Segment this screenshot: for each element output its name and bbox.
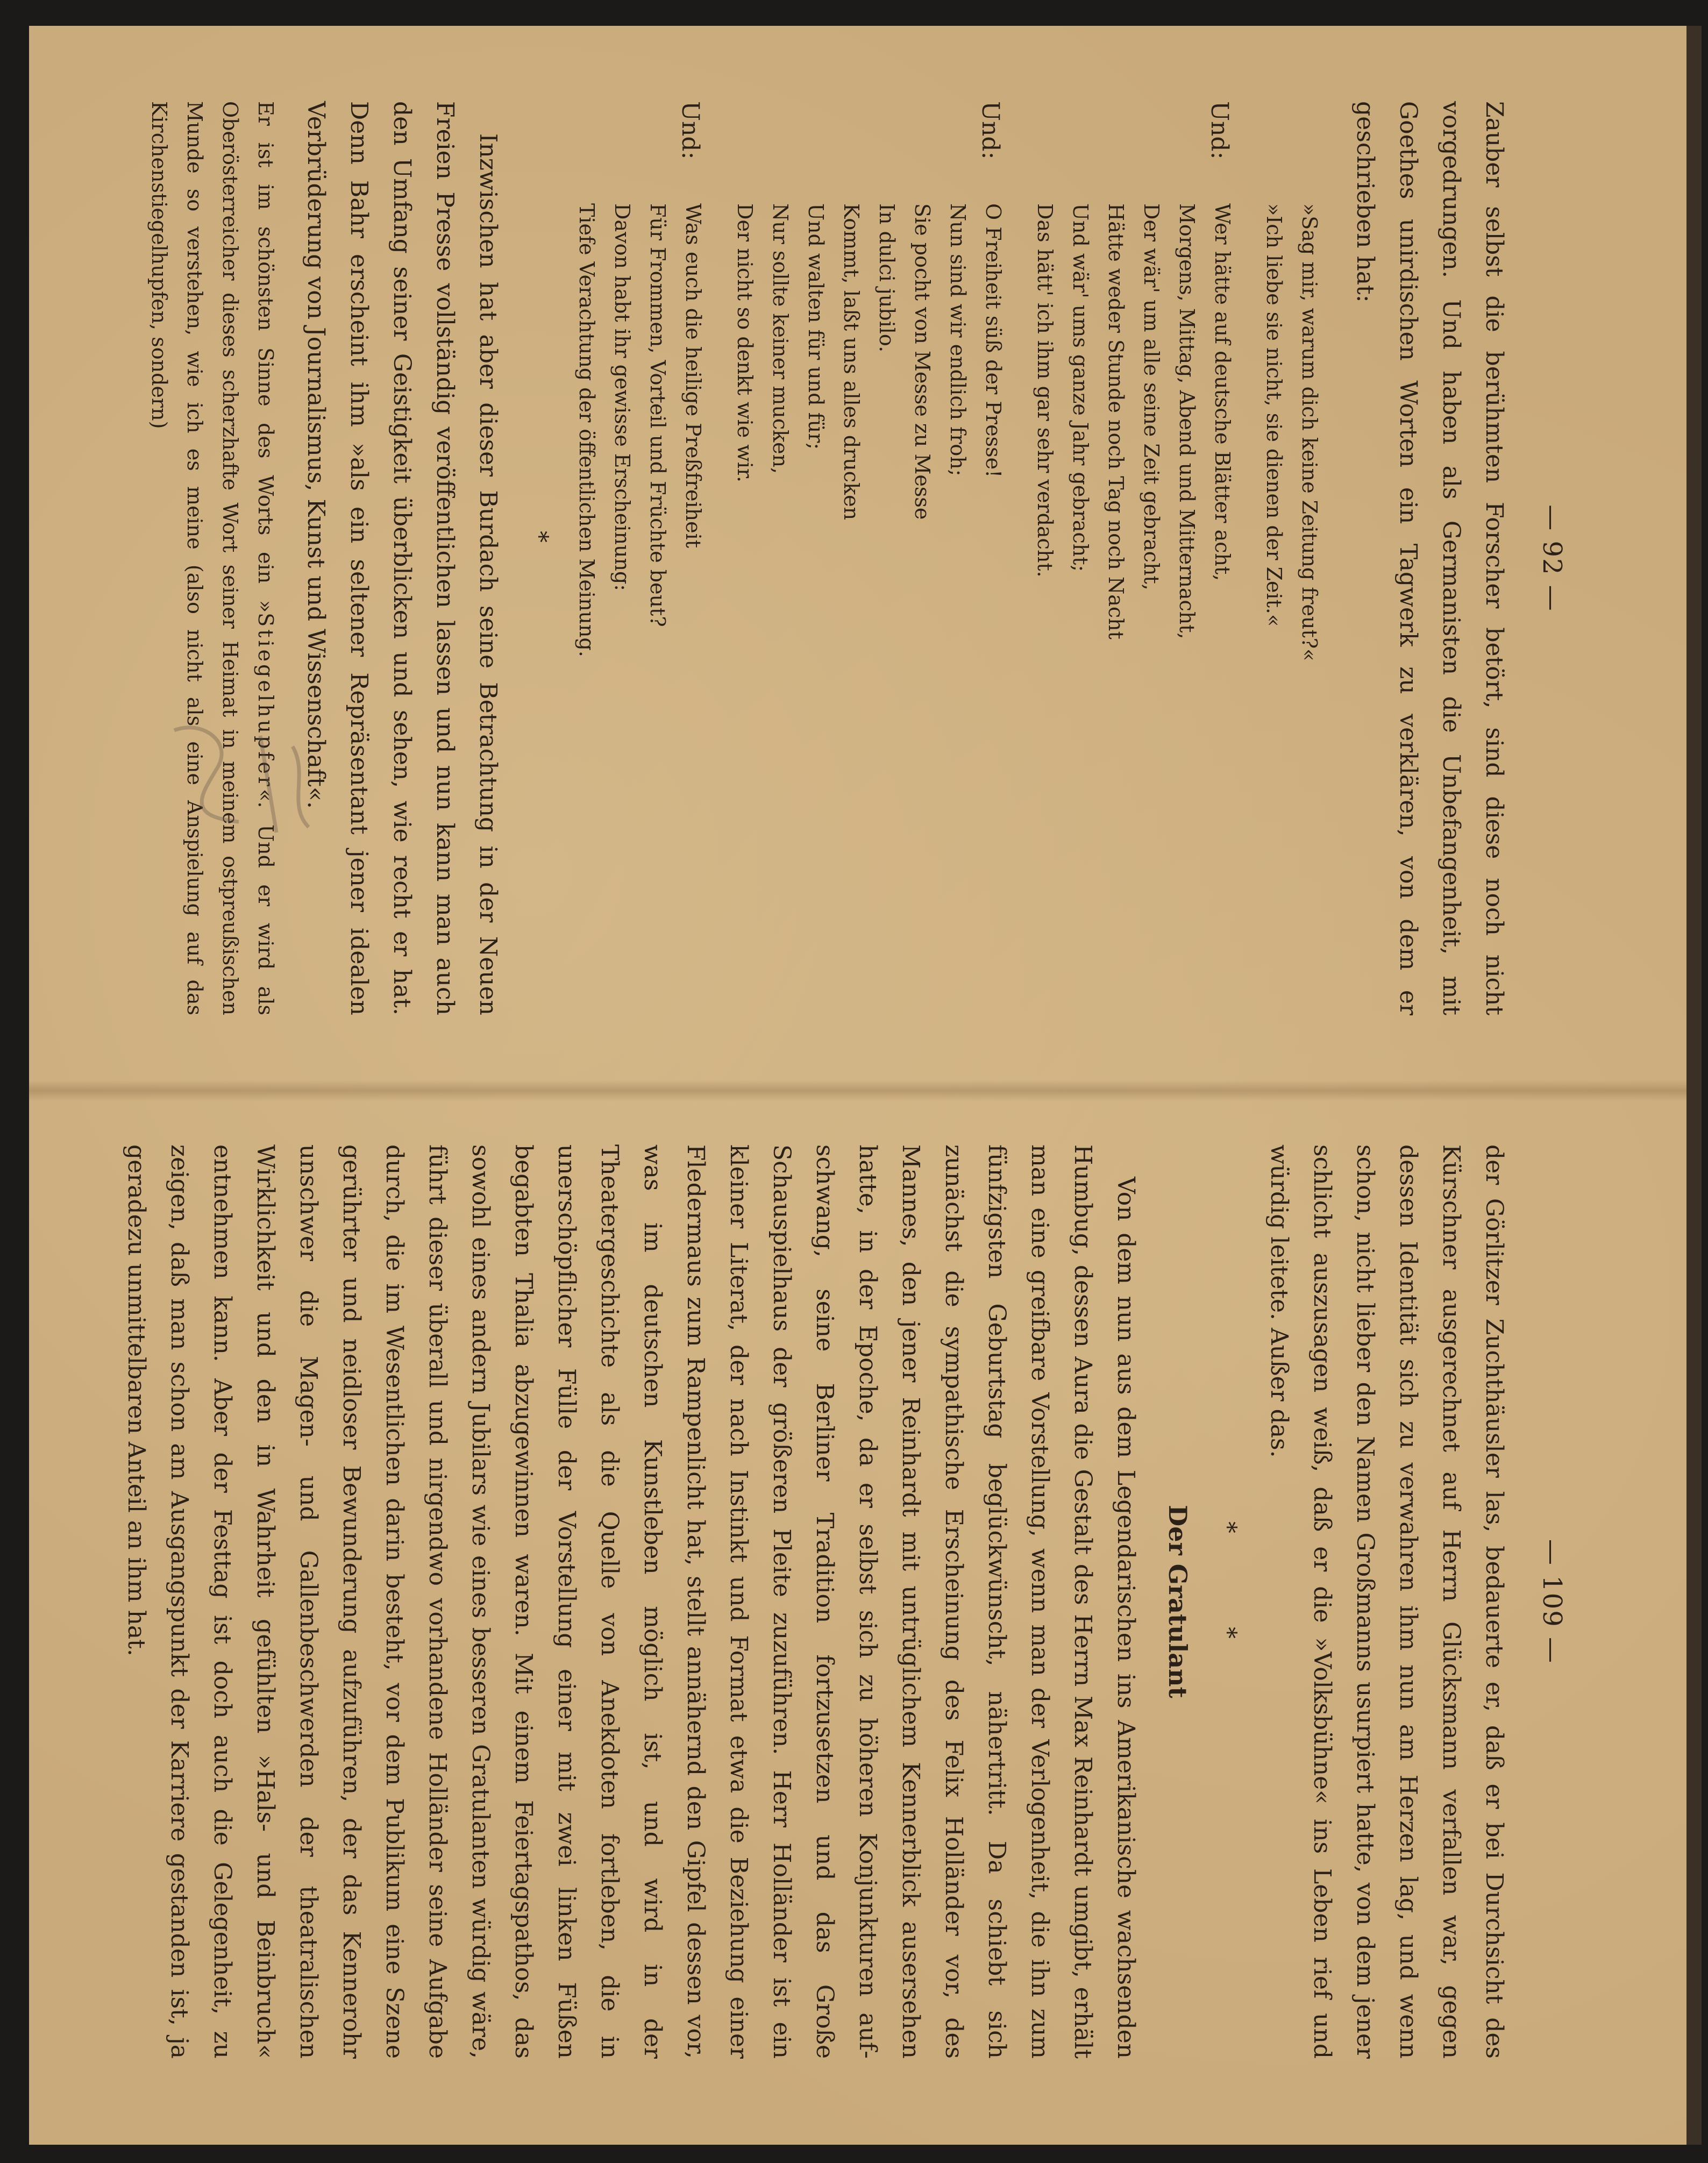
verse-line: Der nicht so denkt wie wir.: [733, 203, 757, 483]
verse-line: Hätte weder Stunde noch Tag noch Nacht: [1104, 203, 1128, 639]
page-number: — 92 —: [1537, 504, 1567, 612]
verse-line: Für Frommen, Vorteil und Früchte beut?: [646, 203, 670, 627]
footnote: Er ist im schönsten Sinne des Worts ein »Stiegelhupfer«. Und er wird als Oberösterreicher dieses scherzhafte Wort seiner Heimat in meinem ostpreußischen Munde so verstehen, wie ich es meine (also nicht als eine Anspielung auf das Kirchenstiegelhupfen, sondern): [147, 101, 277, 1015]
section-separator: * *: [1214, 1521, 1241, 1682]
goethe-quote: [1256, 101, 1327, 1015]
page-number: — 109 —: [1537, 1539, 1567, 1664]
verse-block: [727, 101, 1011, 1015]
verse-label: Und:: [677, 101, 704, 160]
verse-label: Und:: [977, 101, 1004, 160]
section-separator: *: [525, 531, 553, 586]
verse-line: Tiefe Verachtung der öffentlichen Meinung.: [575, 203, 599, 657]
verse-line: In dulci jubilo.: [875, 203, 899, 353]
verse-line: Kommt, laßt uns alles drucken: [839, 203, 863, 521]
verse-line: Wer hätte auf deutsche Blätter acht,: [1211, 203, 1234, 581]
scanned-spread: [29, 26, 1702, 2145]
book-gutter: [29, 1080, 1702, 1101]
verse-line: »Sag mir, warum dich keine Zeitung freut?«: [1298, 203, 1321, 661]
verse-line: Nur sollte keiner mucken,: [768, 203, 792, 474]
page-109: [123, 1144, 1567, 2059]
verse-line: Morgens, Mittag, Abend und Mitternacht,: [1175, 203, 1199, 639]
verse-line: Und walten für und für;: [804, 203, 828, 450]
page-edge: [1686, 26, 1702, 2145]
verse-line: O Freiheit süß der Presse!: [981, 203, 1005, 478]
pencil-scribble-icon: [153, 709, 325, 849]
paragraph: Zauber selbst die berühmten Forscher betört, sind diese noch nicht vorgedrungen. Und haben als Germanisten die Unbefangenheit, mit Goethes unirdischen Worten ein Tagwerk zu verklären, von dem er geschrieben hat:: [1351, 101, 1508, 1015]
section-title: Der Gratulant: [1163, 1505, 1192, 1698]
paragraph: Inzwischen hat aber dieser Burdach seine Betrachtung in der Neuen Freien Presse vollständig veröffentlichen lassen und nun kann man auch den Umfang seiner Geistigkeit überblicken und sehen, wie recht er hat. Denn Bahr erscheint ihm »als ein seltener Repräsentant jener idealen Verbrüderung von Journalismus, Kunst und Wissenschaft«.: [302, 101, 502, 1015]
verse-line: Nun sind wir endlich froh;: [946, 203, 970, 476]
spaced-word: Stiegelhupfer: [254, 613, 277, 789]
paragraph: der Görlitzer Zuchthäusler las, bedauerte er, daß er bei Durchsicht des Kürschner ausgerechnet auf Herrn Glücksmann verfallen war, gegen dessen Identität sich zu verwahren ihm nun am Herzen lag, und wenn schon, nicht lieber den Namen Großmanns usurpiert hatte, von dem jener schlicht auszusagen weiß, daß er die »Volksbühne« ins Leben rief und würdig leitete. Außer das.: [1265, 1144, 1508, 2059]
paragraph: Von dem nun aus dem Legendarischen ins Amerikanische wachsenden Humbug, dessen Aura die Gestalt des Herrn Max Reinhardt umgibt, erhält man eine greifbare Vorstellung, wenn man der Verlogenheit, die ihn zum fünfzigsten Geburtstag beglückwünscht, nähertritt. Da schiebt sich zunächst die sympathische Erscheinung des Felix Holländer vor, des Mannes, den jener Reinhardt mit untrüglichem Kennerblick ausersehen hatte, in der Epoche, da er selbst sich zu höheren Konjunkturen aufschwang, seine Berliner Tradition fortzusetzen und das Große Schauspielhaus der größeren Pleite zuzuführen. Herr Holländer ist ein kleiner Literat, der nach Instinkt und Format etwa die Beziehung einer Fledermaus zum Rampenlicht hat, stellt annähernd den Gipfel dessen vor, was im deutschen Kunstleben möglich ist, und wird in der Theatergeschichte als die Quelle von Anekdoten fortleben, die in unerschöpflicher Fülle der Vorstellung einer mit zwei linken Füßen begabten Thalia abzugewinnen waren. Mit einem Feiertagspathos, das sowohl eines andern Jubilars wie eines besseren Gratulanten würdig wäre, führt dieser überall und nirgendwo vorhandene Holländer seine Aufgabe durch, die im Wesentlichen darin besteht, vor dem Publikum eine Szene gerührter und neidloser Bewunderung aufzuführen, der das Kennerohr unschwer die Magen- und Gallenbeschwerden der theatralischen Wirklichkeit und den in Wahrheit gefühlten »Hals- und Beinbruch« entnehmen kann. Aber der Festtag ist doch auch die Gelegenheit, zu zeigen, daß man schon am Ausgangspunkt der Karriere gestanden ist, ja geradezu unmittelbaren Anteil an ihm hat.: [123, 1144, 1140, 2059]
verse-line: Das hätt' ich ihm gar sehr verdacht.: [1033, 203, 1057, 578]
verse-line: Was euch die heilige Preßfreiheit: [681, 203, 705, 549]
verse-line: Davon habt ihr gewisse Erscheinung:: [610, 203, 634, 592]
verse-line: Und wär' ums ganze Jahr gebracht;: [1069, 203, 1092, 572]
page-92: [147, 101, 1567, 1015]
verse-block: [569, 101, 711, 1015]
verse-line: Sie pocht von Messe zu Messe: [910, 203, 934, 520]
verse-line: »Ich liebe sie nicht, sie dienen der Zeit.«: [1262, 203, 1286, 627]
verse-label: Und:: [1206, 101, 1233, 160]
verse-block: [1027, 101, 1240, 1015]
verse-line: Der wär' um alle seine Zeit gebracht,: [1140, 203, 1163, 590]
